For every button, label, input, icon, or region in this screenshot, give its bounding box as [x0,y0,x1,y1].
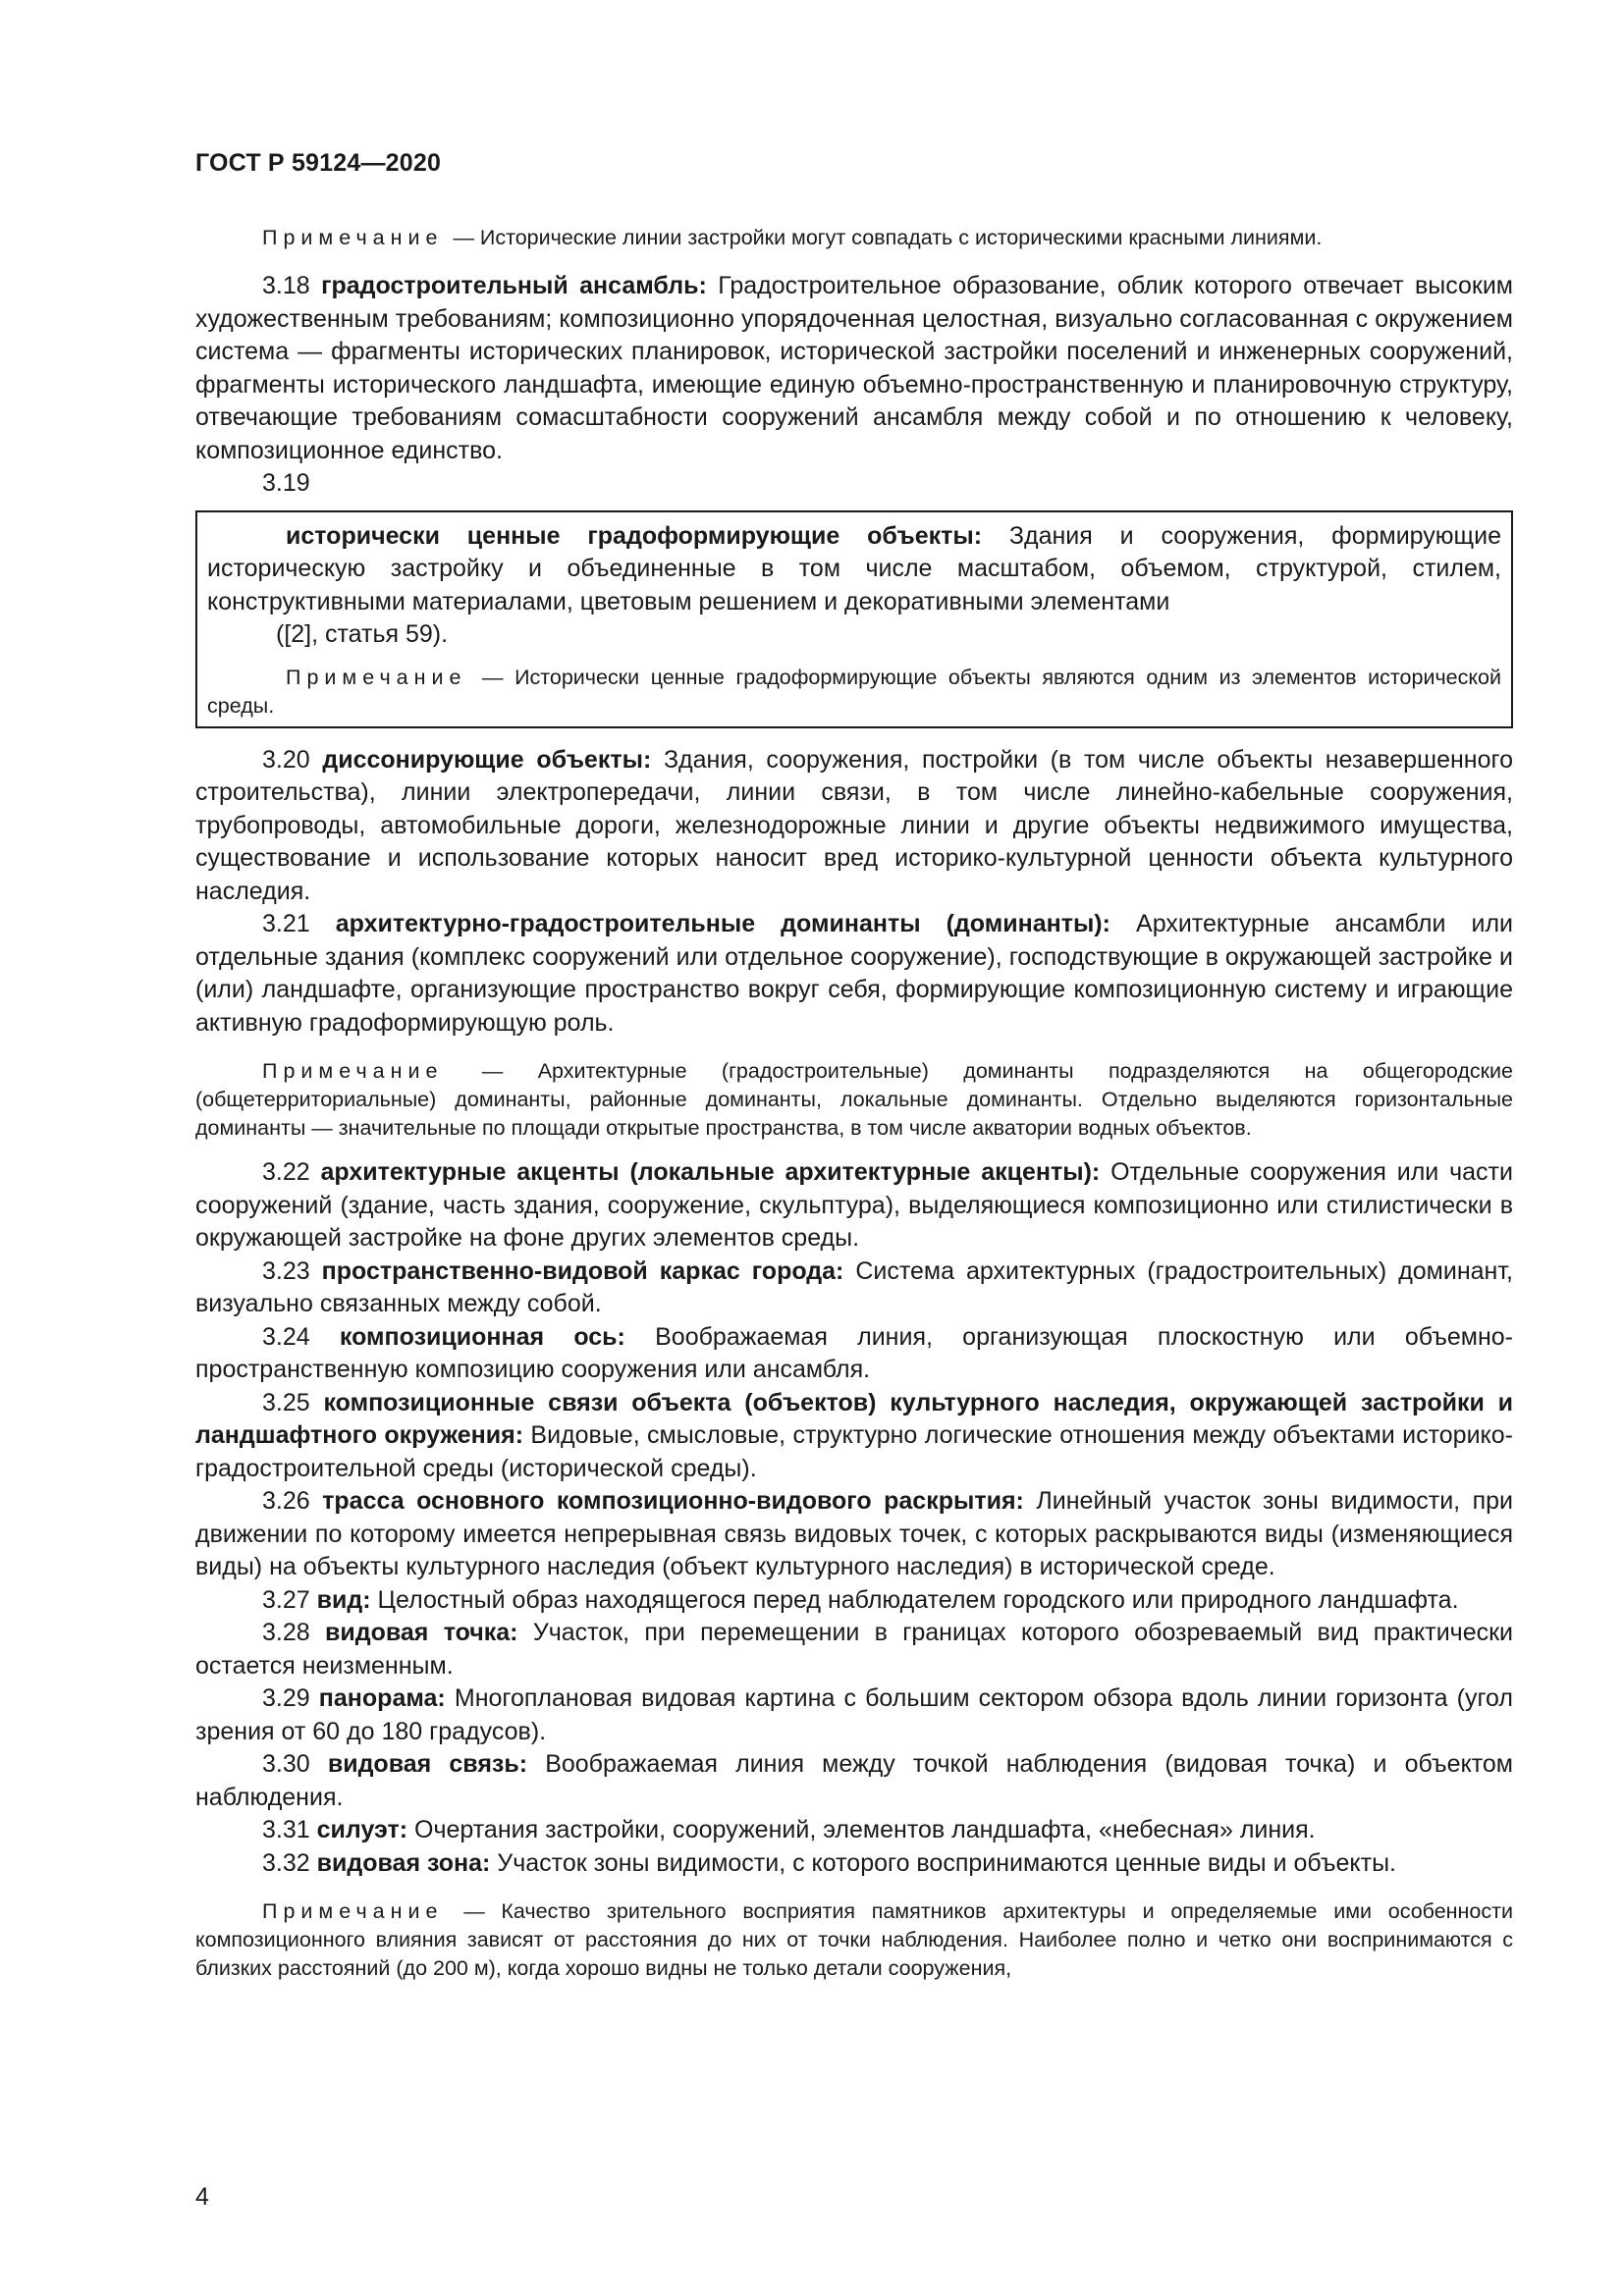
term-number: 3.27 [262,1585,310,1614]
term-3-18 [195,270,1513,467]
term-3-23 [195,1255,1513,1321]
note-label: Примечание [262,1899,444,1923]
term-definition: Участок, при перемещении в границах которого обозреваемый вид практически остается неизменным. [195,1619,1514,1680]
term-3-21 [195,908,1513,1040]
term-definition: Очертания застройки, сооружений, элементов ландшафта, «небесная» линия. [414,1816,1316,1843]
term-3-19-number: 3.19 [262,469,310,497]
term-definition: Линейный участок зоны видимости, при движении по которому имеется непрерывная связь видовых точек, с которых раскрываются виды (изменяющиеся виды) на объекты культурного наследия (объект культурного наследия) в исторической среде. [195,1487,1514,1580]
term-definition: Воображаемая линия между точкой наблюдения (видовая точка) и объектом наблюдения. [195,1750,1513,1811]
term-title: видовая точка: [324,1619,518,1646]
term-title: вид: [316,1585,371,1614]
term-number: 3.29 [262,1684,310,1712]
term-definition: Многоплановая видовая картина с большим сектором обзора вдоль линии горизонта (угол зрения от 60 до 180 градусов). [195,1684,1514,1745]
term-title: пространственно-видовой каркас города: [321,1256,844,1285]
term-definition: Архитектурные ансамбли или отдельные здания (комплекс сооружений или отдельное сооружение), господствующие в окружающей застройке и (или) ландшафте, организующие пространство вокруг себя, формирующие композиционную систему и играющие активную градоформирующую роль. [195,910,1513,1037]
term-number: 3.21 [262,910,310,937]
term-number: 3.31 [262,1816,310,1843]
term-title: трасса основного композиционно-видового раскрытия: [322,1487,1024,1515]
note-label: Примечание [262,226,444,249]
note-text: — Исторические линии застройки могут совпадать с историческими красными линиями. [453,226,1323,249]
term-3-19-source: ([2], статья 59). [276,620,449,648]
term-3-22 [195,1156,1513,1255]
term-3-19 [207,520,1501,619]
term-definition: Градостроительное образование, облик которого отвечает высоким художественным требованиям; композиционно упорядоченная целостная, визуально согласованная с окружением система — фрагменты исторических планировок, исторической застройки поселений и инженерных сооружений, фрагменты исторического ландшафта, имеющие единую объемно-пространственную и планировочную структуру, отвечающие требованиям сомасштабности сооружений ансамбля между собой и по отношению к человеку, композиционное единство. [195,272,1513,464]
term-number: 3.24 [262,1322,310,1351]
term-number: 3.20 [262,745,310,774]
term-3-31 [195,1814,1513,1847]
note-historical-lines [195,224,1513,252]
note-label: Примечание [262,1059,444,1083]
term-title: видовая зона: [316,1848,491,1877]
term-title: панорама: [318,1684,446,1712]
note-label: Примечание [286,665,467,689]
note-text: — Качество зрительного восприятия памятников архитектуры и определяемые ими особенности композиционного влияния зависят от расстояния до них от точки наблюдения. Наиболее полно и четко они воспринимаются с близких расстояний (до 200 м), когда хорошо видны не только детали сооружения, [195,1899,1513,1980]
term-3-29 [195,1682,1513,1748]
term-definition: Отдельные сооружения или части сооружений (здание, часть здания, сооружение, скульптура), выделяющиеся композиционно или стилистически в окружающей застройке на фоне других элементов среды. [195,1158,1513,1252]
note-text: — Архитектурные (градостроительные) доминанты подразделяются на общегородские (общетерриториальные) доминанты, районные доминанты, локальные доминанты. Отдельно выделяются горизонтальные доминанты — значительные по площади открытые пространства, в том числе акватории водных объектов. [195,1059,1513,1140]
term-title: композиционная ось: [339,1322,625,1351]
term-definition: Целостный образ находящегося перед наблюдателем городского или природного ландшафта. [377,1585,1459,1614]
term-3-20 [195,744,1513,909]
term-title: композиционные связи объекта (объектов) культурного наследия, окружающей застройки и ландшафтного окружения: [195,1388,1514,1449]
term-definition: Воображаемая линия, организующая плоскостную или объемно-пространственную композицию сооружения или ансамбля. [195,1322,1513,1383]
term-3-25 [195,1387,1513,1486]
note-3-32 [195,1897,1513,1983]
term-title: архитектурно-градостроительные доминанты (доминанты): [335,910,1110,937]
term-title: исторически ценные градоформирующие объекты: [286,521,983,550]
term-title: градостроительный ансамбль: [321,272,707,299]
term-number: 3.18 [262,272,310,299]
term-number: 3.28 [262,1619,310,1646]
term-definition: Видовые, смысловые, структурно логические отношения между объектами историко-градостроительной среды (исторической среды). [195,1421,1513,1482]
term-title: видовая связь: [327,1750,528,1778]
term-number: 3.22 [262,1158,310,1186]
term-3-19-box [195,510,1513,728]
term-number: 3.32 [262,1848,310,1877]
standard-code-header: ГОСТ Р 59124—2020 [195,149,442,177]
document-body [195,224,1513,1997]
term-3-32 [195,1847,1513,1881]
term-title: диссонирующие объекты: [322,745,652,774]
note-text: — Исторически ценные градоформирующие объекты являются одним из элементов исторической среды. [207,665,1501,718]
term-3-24 [195,1321,1513,1387]
page-number: 4 [195,2183,209,2211]
term-definition: Здания, сооружения, постройки (в том числе объекты незавершенного строительства), линии электропередачи, линии связи, в том числе линейно-кабельные сооружения, трубопроводы, автомобильные дороги, железнодорожные линии и другие объекты недвижимого имущества, существование и использование которых наносит вред историко-культурной ценности объекта культурного наследия. [195,745,1513,905]
term-3-26 [195,1485,1513,1584]
note-3-21 [195,1057,1513,1143]
term-3-27 [195,1584,1513,1618]
term-title: силуэт: [316,1816,408,1843]
term-number: 3.25 [262,1388,310,1416]
term-number: 3.26 [262,1487,310,1515]
term-3-28 [195,1617,1513,1682]
term-number: 3.30 [262,1750,310,1778]
term-definition: Здания и сооружения, формирующие историческую застройку и объединенные в том числе масштабом, объемом, структурой, стилем, конструктивными материалами, цветовым решением и декоративными элементами [207,521,1501,615]
term-title: архитектурные акценты (локальные архитектурные акценты): [320,1158,1101,1186]
term-definition: Участок зоны видимости, с которого воспринимаются ценные виды и объекты. [497,1848,1396,1877]
term-definition: Система архитектурных (градостроительных) доминант, визуально связанных между собой. [195,1256,1513,1317]
term-number: 3.23 [262,1256,310,1285]
term-3-30 [195,1748,1513,1814]
note-3-19 [207,664,1501,721]
